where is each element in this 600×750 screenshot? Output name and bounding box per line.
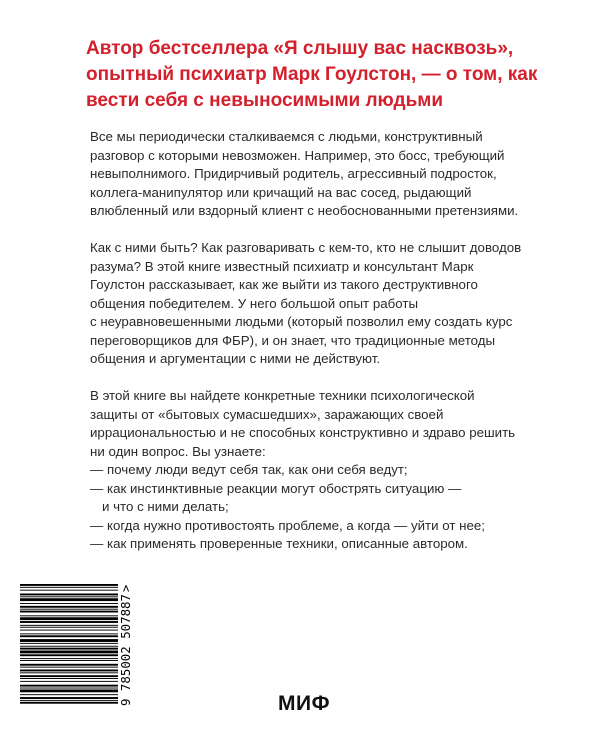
barcode-bar bbox=[20, 615, 118, 616]
isbn-barcode bbox=[2, 582, 142, 707]
text-line: влюбленный или вздорный клиент с необоснованными претензиями. bbox=[90, 203, 519, 218]
headline-line: Автор бестселлера «Я слышу вас насквозь», bbox=[86, 38, 514, 59]
text-line: Все мы периодически сталкиваемся с людьми, конструктивный bbox=[90, 129, 483, 144]
barcode-bar bbox=[20, 621, 118, 623]
barcode-bar bbox=[20, 689, 118, 692]
barcode-bar bbox=[20, 660, 118, 661]
headline-line: опытный психиатр Марк Гоулстон, — о том, как bbox=[86, 64, 538, 85]
barcode-bar bbox=[20, 654, 118, 656]
text-line: В этой книге вы найдете конкретные техники психологической bbox=[90, 388, 475, 403]
barcode-bar bbox=[20, 697, 118, 699]
headline bbox=[86, 36, 536, 114]
bullet-item: — как инстинктивные реакции могут обострять ситуацию — bbox=[90, 480, 462, 496]
barcode-bar bbox=[20, 688, 118, 689]
publisher-logo: МИФ bbox=[278, 692, 331, 715]
barcode-bar bbox=[20, 603, 118, 604]
headline-line: вести себя с невыносимыми людьми bbox=[86, 90, 444, 111]
barcode-bar bbox=[20, 670, 118, 672]
bullet-list bbox=[90, 461, 530, 554]
barcode-bar bbox=[20, 678, 118, 679]
barcode-bar bbox=[20, 658, 118, 659]
barcode-bar bbox=[20, 627, 118, 628]
text-line: с неуравновешенными людьми (который позволил ему создать курс bbox=[90, 314, 513, 329]
paragraph-intro bbox=[90, 128, 530, 221]
barcode-bar bbox=[20, 606, 118, 608]
bullet-item-continuation: и что с ними делать; bbox=[102, 499, 229, 514]
text-line: общения и аргументации с ними не действуют. bbox=[90, 351, 381, 366]
barcode-bar bbox=[20, 617, 118, 620]
barcode-bar bbox=[20, 609, 118, 610]
barcode-bar bbox=[20, 651, 118, 654]
barcode-arrow: > bbox=[119, 584, 133, 592]
text-line: невыполнимого. Придирчивый родитель, агрессивный подросток, bbox=[90, 166, 497, 181]
text-line: защиты от «бытовых сумасшедших», заражающих своей bbox=[90, 406, 444, 422]
barcode-bar bbox=[20, 694, 118, 695]
barcode-bar bbox=[20, 700, 118, 701]
barcode-bar bbox=[20, 646, 118, 647]
barcode-graphic bbox=[2, 582, 142, 707]
barcode-bar bbox=[20, 643, 118, 644]
barcode-bar bbox=[20, 635, 118, 637]
text-line: Как с ними быть? Как разговаривать с кем-то, кто не слышит доводов bbox=[90, 240, 522, 255]
text-line: разума? В этой книге известный психиатр и консультант Марк bbox=[90, 258, 474, 274]
barcode-bar bbox=[20, 681, 118, 682]
text-line: разговор с которыми невозможен. Например, это босс, требующий bbox=[90, 147, 505, 163]
paragraph-author bbox=[90, 239, 530, 369]
barcode-bar bbox=[20, 685, 118, 687]
text-line: общения победителем. У него большой опыт работы bbox=[90, 295, 419, 311]
barcode-bar bbox=[20, 590, 118, 591]
paragraph-learn bbox=[90, 387, 530, 461]
text-line: коллега-манипулятор или кричащий на вас сосед, рыдающий bbox=[90, 184, 472, 200]
barcode-bar bbox=[20, 594, 118, 596]
barcode-bar bbox=[20, 639, 118, 642]
text-line: переговорщиков для ФБР), и он знает, что традиционные методы bbox=[90, 332, 496, 348]
barcode-bar bbox=[20, 675, 118, 677]
barcode-bar bbox=[20, 630, 118, 631]
text-line: Гоулстон рассказывает, как же выйти из такого деструктивного bbox=[90, 277, 478, 292]
barcode-digits: 9 785002 507887 bbox=[118, 593, 133, 706]
barcode-bar bbox=[20, 625, 118, 626]
barcode-bar bbox=[20, 611, 118, 613]
text-line: ни один вопрос. Вы узнаете: bbox=[90, 443, 266, 459]
barcode-bar bbox=[20, 664, 118, 666]
description bbox=[90, 128, 530, 554]
barcode-bar bbox=[20, 633, 118, 634]
bullet-item: — почему люди ведут себя так, как они себя ведут; bbox=[90, 462, 408, 477]
bullet-item: — как применять проверенные техники, описанные автором. bbox=[90, 536, 468, 551]
barcode-bar bbox=[20, 667, 118, 668]
text-line: иррациональностью и не способных конструктивно и здраво решить bbox=[90, 425, 516, 440]
barcode-bar bbox=[20, 672, 118, 673]
barcode-bar bbox=[20, 648, 118, 650]
barcode-bar bbox=[20, 587, 118, 588]
bullet-item: — когда нужно противостоять проблеме, а когда — уйти от нее; bbox=[90, 517, 485, 533]
barcode-bar bbox=[20, 596, 118, 597]
barcode-bar bbox=[20, 584, 118, 586]
barcode-bar bbox=[20, 598, 118, 601]
barcode-bar bbox=[20, 702, 118, 704]
